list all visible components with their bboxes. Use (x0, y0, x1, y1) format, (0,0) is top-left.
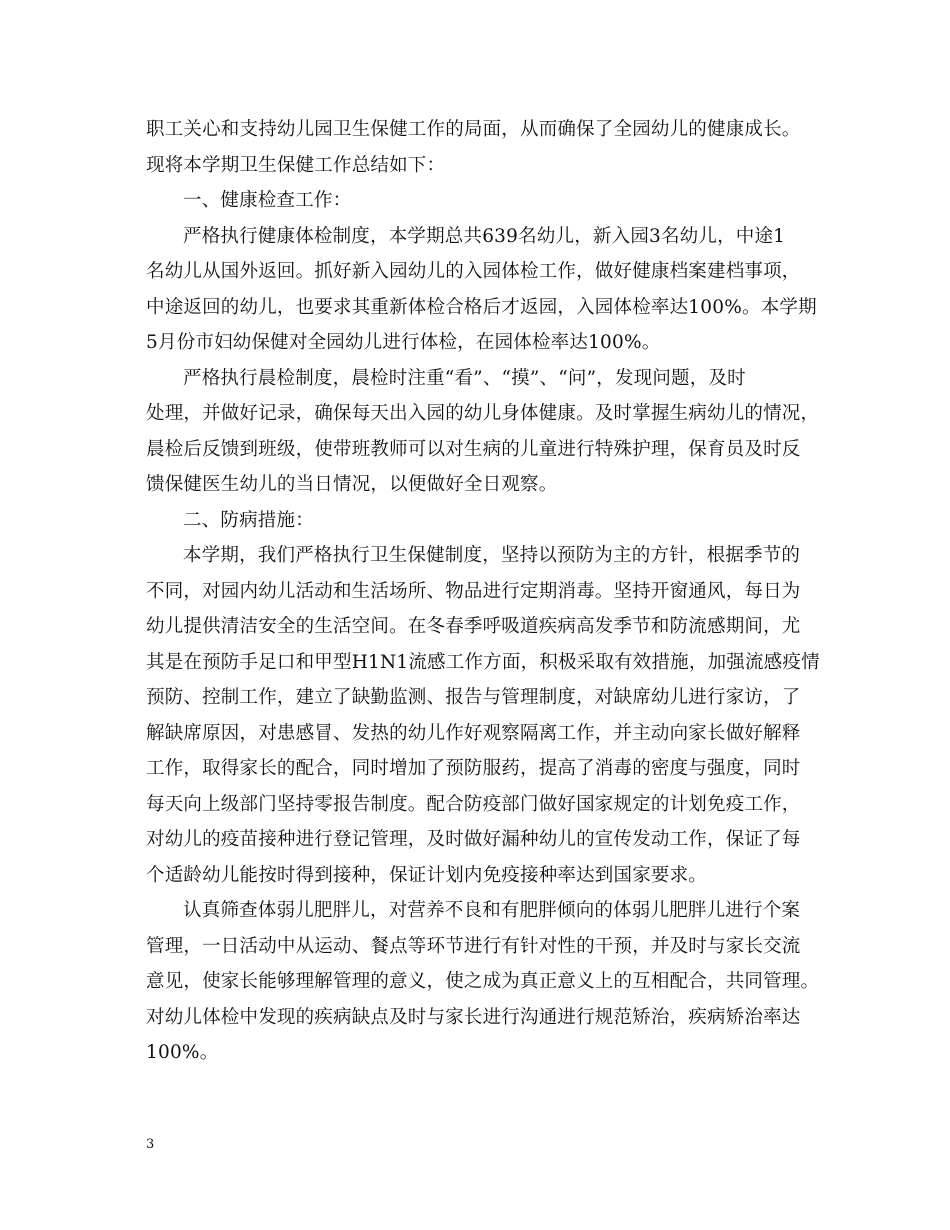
text-line: 现将本学期卫生保健工作总结如下： (146, 154, 446, 176)
text-line: 对幼儿的疫苗接种进行登记管理，及时做好漏种幼儿的宣传发动工作，保证了每 (146, 829, 801, 850)
text-line: 工作，取得家长的配合，同时增加了预防服药，提高了消毒的密度与强度，同时 (146, 758, 801, 779)
text-line: 意见，使家长能够理解管理的意义，使之成为真正意义上的互相配合，共同管理。 (146, 971, 820, 992)
text-line: 个适龄幼儿能按时得到接种，保证计划内免疫接种率达到国家要求。 (146, 864, 708, 886)
text-line: 名幼儿从国外返回。抓好新入园幼儿的入园体检工作，做好健康档案建档事项， (146, 261, 801, 282)
text-line: 晨检后反馈到班级，使带班教师可以对生病的儿童进行特殊护理，保育员及时反 (146, 438, 801, 460)
text-line: 100%。 (146, 1042, 219, 1063)
text-line: 预防、控制工作，建立了缺勤监测、报告与管理制度，对缺席幼儿进行家访，了 (146, 687, 801, 708)
text-line: 馈保健医生幼儿的当日情况，以便做好全日观察。 (146, 474, 558, 495)
text-line: 每天向上级部门坚持零报告制度。配合防疫部门做好国家规定的计划免疫工作， (146, 793, 801, 815)
section-heading: 二、防病措施： (183, 509, 314, 531)
text-line: 解缺席原因，对患感冒、发热的幼儿作好观察隔离工作，并主动向家长做好解释 (146, 722, 801, 744)
section-heading: 一、健康检查工作： (183, 190, 352, 211)
text-line: 严格执行健康体检制度，本学期总共639名幼儿，新入园3名幼儿，中途1 (183, 225, 786, 247)
text-line: 管理，一日活动中从运动、餐点等环节进行有针对性的干预，并及时与家长交流 (146, 935, 801, 957)
text-line: 中途返回的幼儿，也要求其重新体检合格后才返园，入园体检率达100%。本学期 (146, 296, 817, 318)
document-body (146, 112, 820, 1071)
text-line: 认真筛查体弱儿肥胖儿，对营养不良和有肥胖倾向的体弱儿肥胖儿进行个案 (183, 900, 801, 921)
text-line: 严格执行晨检制度，晨检时注重“看”、“摸”、“问”，发现问题，及时 (183, 367, 746, 389)
text-line: 本学期，我们严格执行卫生保健制度，坚持以预防为主的方针，根据季节的 (183, 545, 801, 566)
text-line: 幼儿提供清洁安全的生活空间。在冬春季呼吸道疾病高发季节和防流感期间，尤 (146, 616, 801, 637)
text-line: 职工关心和支持幼儿园卫生保健工作的局面，从而确保了全园幼儿的健康成长。 (146, 119, 801, 140)
text-line: 其是在预防手足口和甲型H1N1流感工作方面，积极采取有效措施，加强流感疫情 (146, 651, 820, 673)
text-line: 不同，对园内幼儿活动和生活场所、物品进行定期消毒。坚持开窗通风，每日为 (146, 580, 801, 602)
page-number: 3 (146, 1137, 155, 1152)
text-line: 5月份市妇幼保健对全园幼儿进行体检，在园体检率达100%。 (146, 332, 661, 353)
text-line: 处理，并做好记录，确保每天出入园的幼儿身体健康。及时掌握生病幼儿的情况， (146, 403, 820, 424)
text-line: 对幼儿体检中发现的疾病缺点及时与家长进行沟通进行规范矫治，疾病矫治率达 (146, 1006, 801, 1028)
